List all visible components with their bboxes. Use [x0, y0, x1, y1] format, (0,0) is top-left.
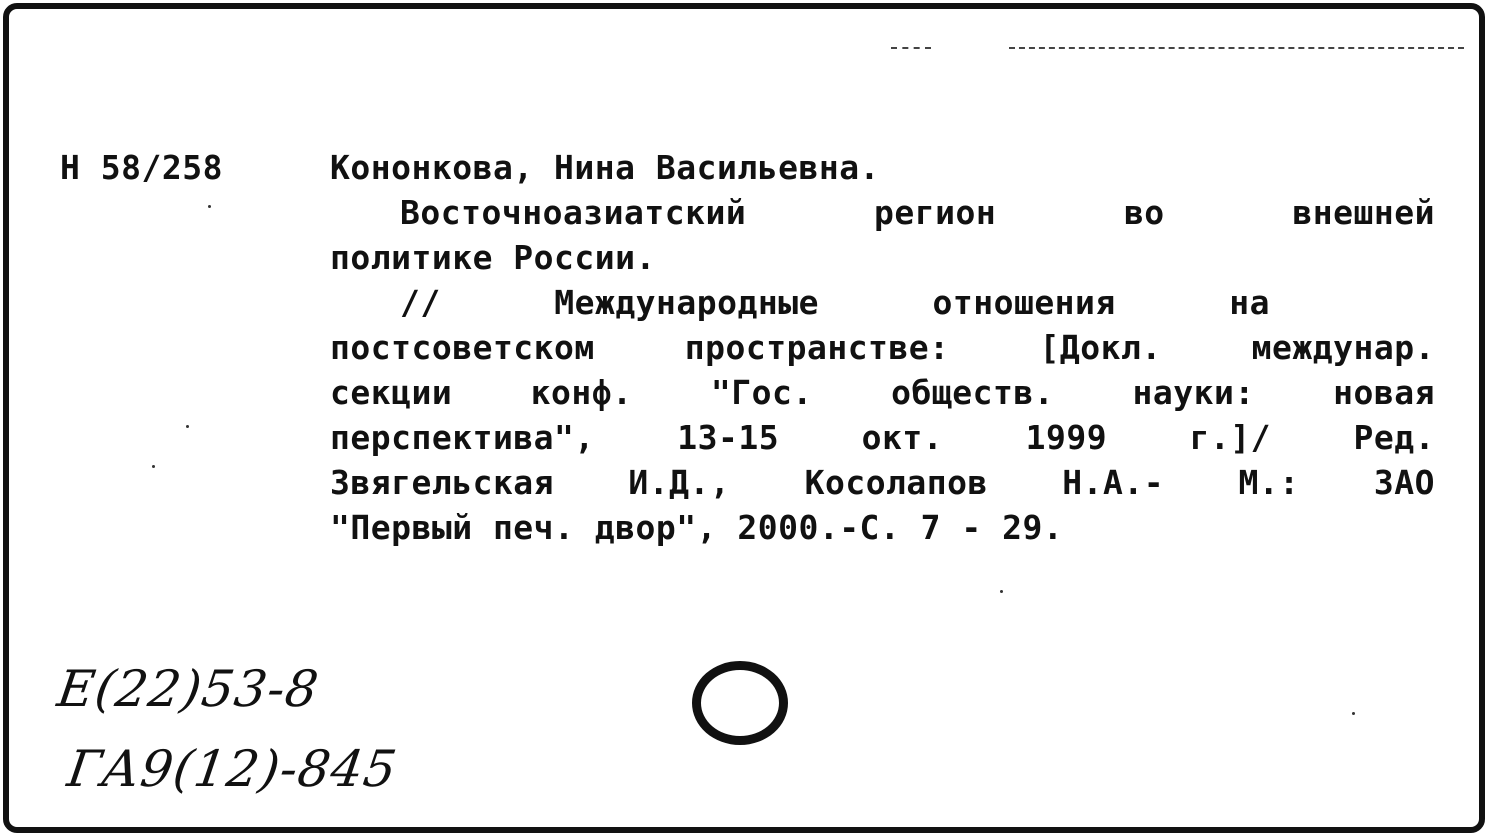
text-line-1: Восточноазиатский регион во внешней	[400, 193, 1435, 232]
speck	[1352, 712, 1355, 715]
top-dash-line	[1009, 47, 1464, 49]
text-line-8: "Первый печ. двор", 2000.-С. 7 - 29.	[330, 508, 1064, 547]
author-line: Кононкова, Нина Васильевна.	[330, 148, 880, 187]
speck	[1000, 590, 1003, 593]
speck	[186, 425, 189, 428]
speck	[152, 465, 155, 468]
text-line-7: Звягельская И.Д., Косолапов Н.А.- М.: ЗАО	[330, 463, 1435, 502]
speck	[208, 205, 211, 208]
handwritten-classification-1: E(22)53-8	[53, 660, 323, 718]
handwritten-classification-2: ГА9(12)-845	[63, 740, 401, 798]
shelf-mark: Н 58/258	[60, 148, 223, 187]
text-line-3: // Международные отношения на	[400, 283, 1270, 322]
text-line-5: секции конф. "Гос. обществ. науки: новая	[330, 373, 1435, 412]
text-line-4: постсоветском пространстве: [Докл. междунар.	[330, 328, 1435, 367]
top-dash-line	[891, 47, 931, 49]
text-line-6: перспектива", 13-15 окт. 1999 г.]/ Ред.	[330, 418, 1435, 457]
punch-hole	[692, 661, 788, 745]
text-line-2: политике России.	[330, 238, 656, 277]
